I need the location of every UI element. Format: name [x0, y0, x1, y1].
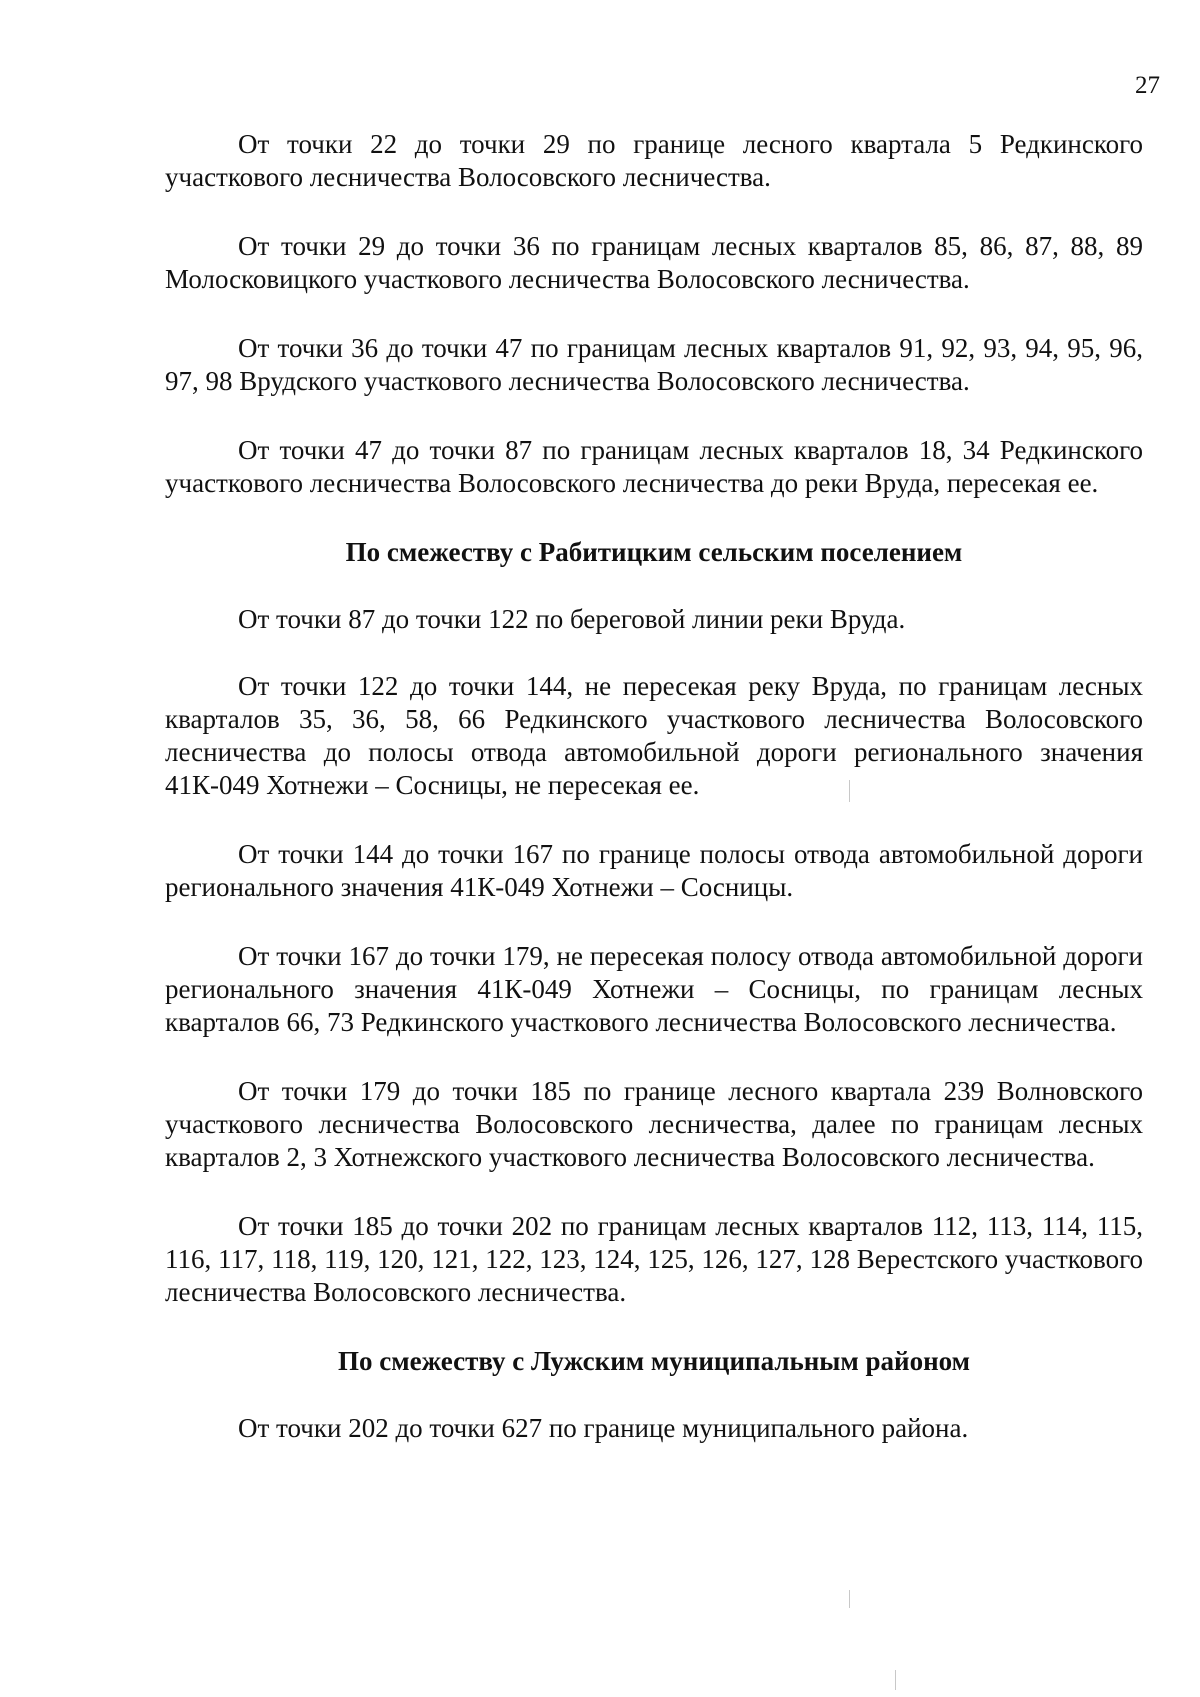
paragraph-3: От точки 36 до точки 47 по границам лесных кварталов 91, 92, 93, 94, 95, 96, 97, 98 Врудского участкового лесничества Волосовского лесничества.: [165, 333, 1143, 396]
paragraph-9: От точки 179 до точки 185 по границе лесного квартала 239 Волновского участкового лесничества Волосовского лесничества, далее по границам лесных кварталов 2, 3 Хотнежского участкового лесничества Волосовского лесничества.: [165, 1076, 1143, 1172]
paragraph-2: От точки 29 до точки 36 по границам лесных кварталов 85, 86, 87, 88, 89 Молосковицкого участкового лесничества Волосовского лесничества.: [165, 231, 1143, 294]
scan-artifact-line: [849, 1590, 850, 1608]
scan-artifact-line: [895, 1670, 896, 1690]
paragraph-4: От точки 47 до точки 87 по границам лесных кварталов 18, 34 Редкинского участкового лесничества Волосовского лесничества до реки Вруда, пересекая ее.: [165, 435, 1143, 498]
paragraph-10: От точки 185 до точки 202 по границам лесных кварталов 112, 113, 114, 115, 116, 117, 118, 119, 120, 121, 122, 123, 124, 125, 126, 127, 128 Верестского участкового лесничества Волосовского лесничества.: [165, 1211, 1143, 1307]
document-body: [165, 128, 1143, 1479]
scan-artifact-line: [849, 780, 850, 802]
paragraph-7: От точки 144 до точки 167 по границе полосы отвода автомобильной дороги регионального значения 41К-049 Хотнежи – Сосницы.: [165, 839, 1143, 902]
section-heading-rabititsy: По смежеству с Рабитицким сельским поселением: [345, 537, 963, 567]
section-heading-luga: По смежеству с Лужским муниципальным районом: [337, 1346, 971, 1376]
paragraph-11: От точки 202 до точки 627 по границе муниципального района.: [238, 1413, 969, 1443]
paragraph-1: От точки 22 до точки 29 по границе лесного квартала 5 Редкинского участкового лесничества Волосовского лесничества.: [165, 129, 1143, 192]
paragraph-5: От точки 87 до точки 122 по береговой линии реки Вруда.: [238, 604, 906, 634]
paragraph-8: От точки 167 до точки 179, не пересекая полосу отвода автомобильной дороги регионального значения 41К-049 Хотнежи – Сосницы, по границам лесных кварталов 66, 73 Редкинского участкового лесничества Волосовского лесничества.: [165, 941, 1143, 1037]
paragraph-6: От точки 122 до точки 144, не пересекая реку Вруда, по границам лесных кварталов 35, 36, 58, 66 Редкинского участкового лесничества Волосовского лесничества до полосы отвода автомобильной дороги регионального значения 41К-049 Хотнежи – Сосницы, не пересекая ее.: [165, 671, 1143, 800]
page-number: 27: [1135, 72, 1160, 99]
